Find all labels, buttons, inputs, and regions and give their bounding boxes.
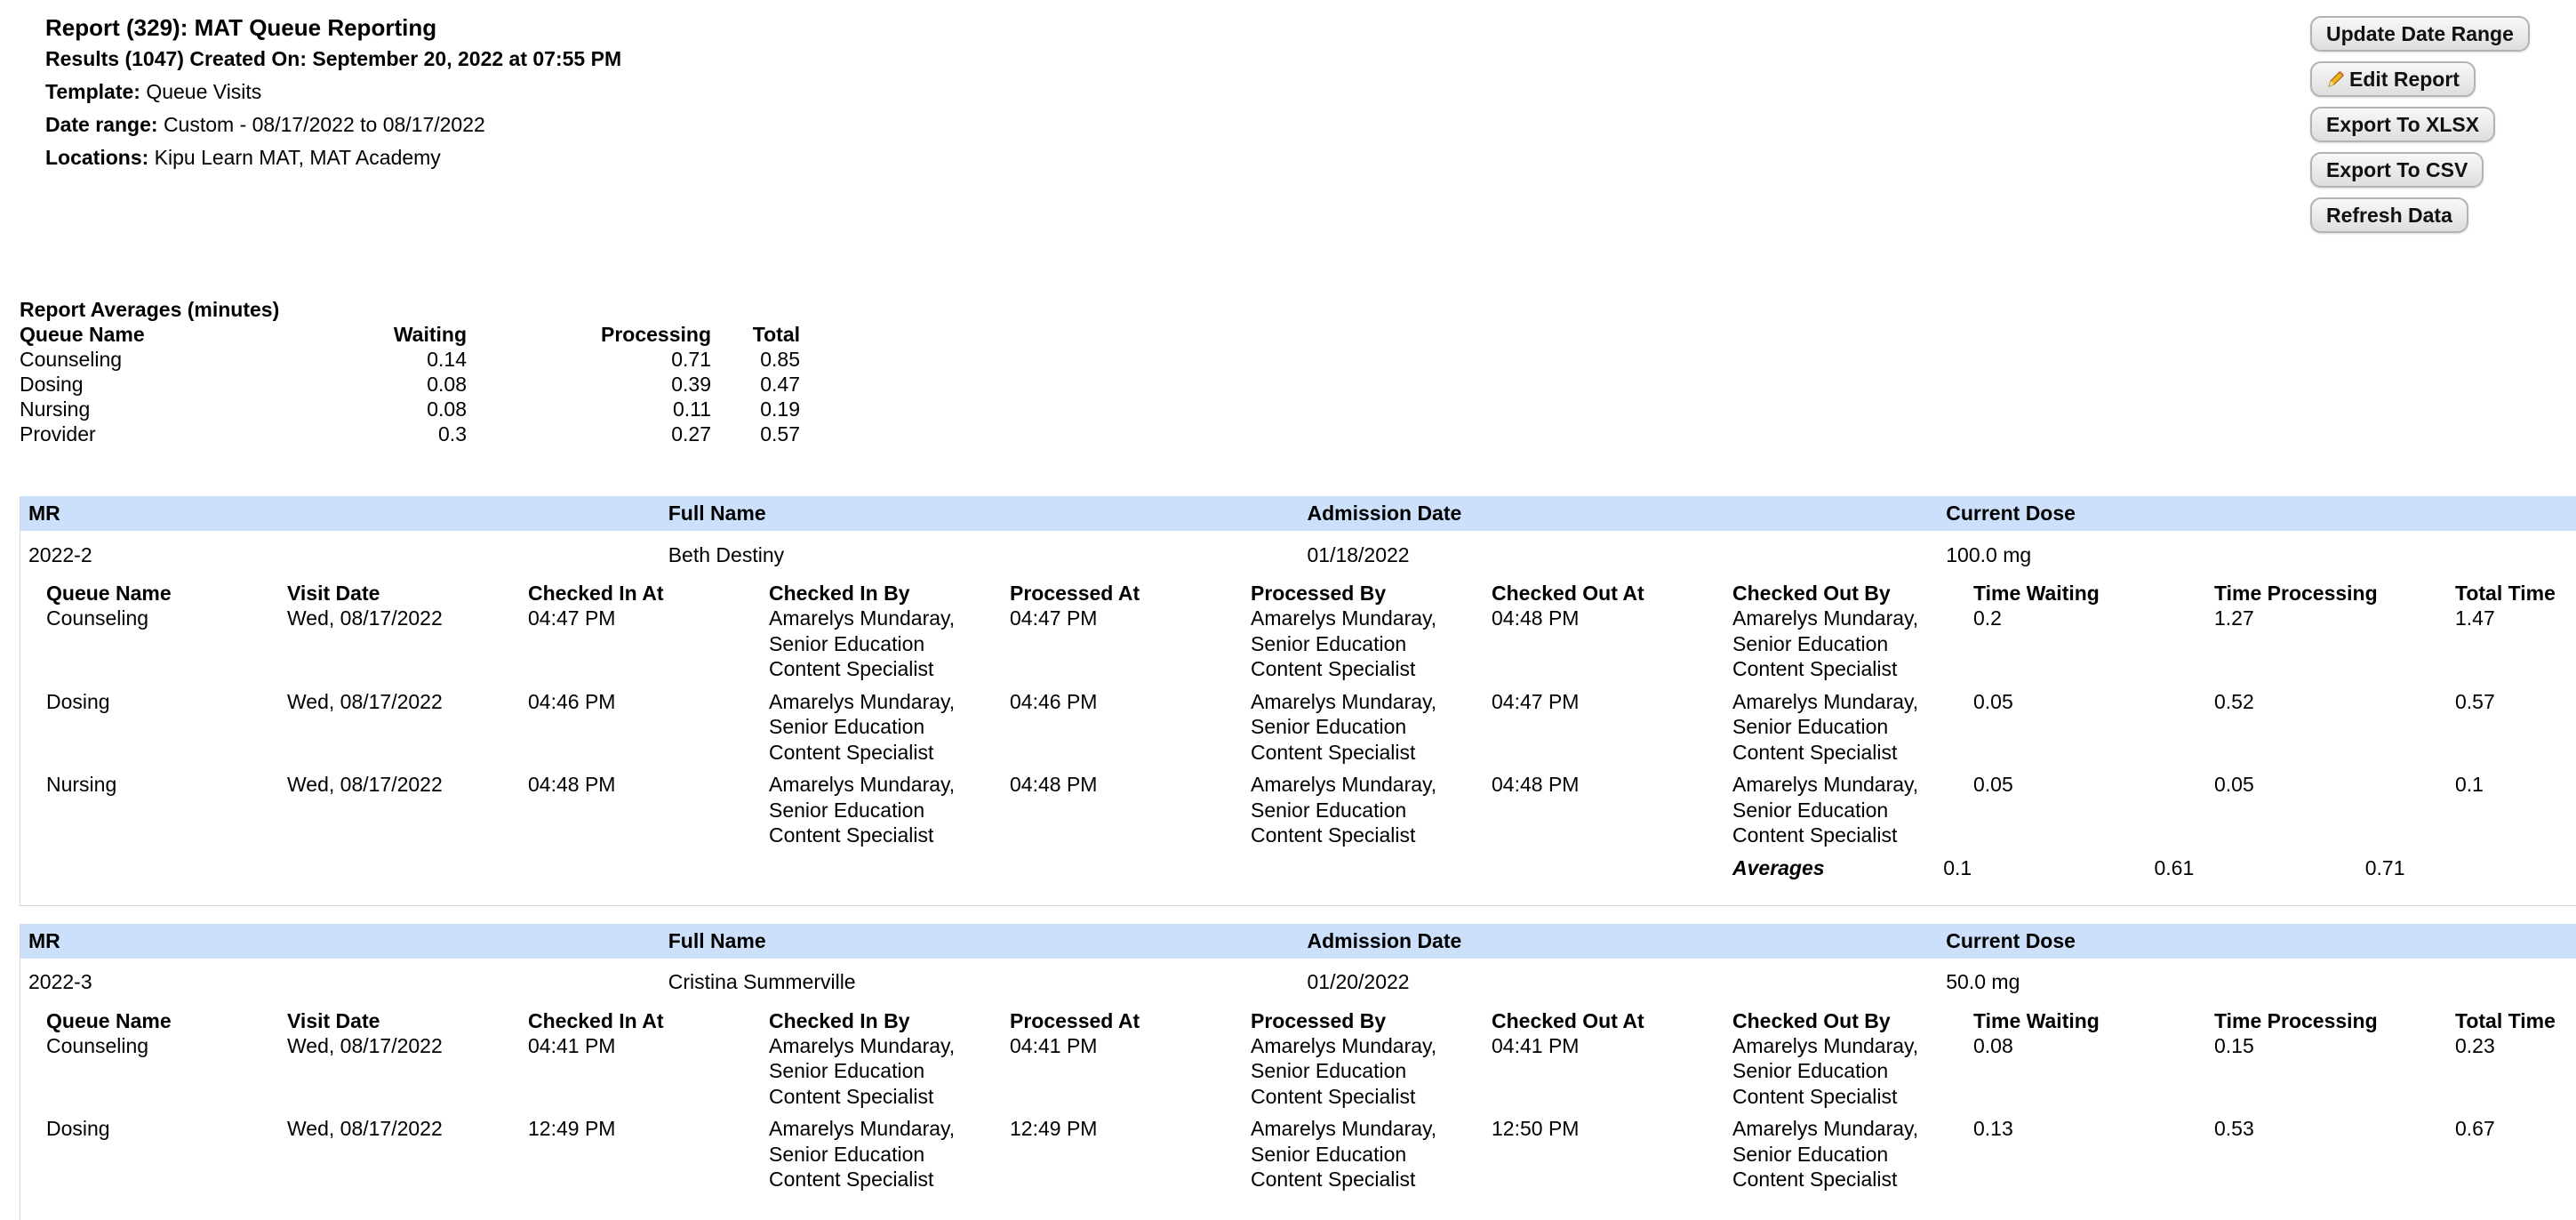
patient-values-row (20, 959, 2576, 1007)
visit-visit-date: Wed, 08/17/2022 (287, 773, 443, 796)
visit-processed-by-line: Senior Education (1251, 631, 1407, 655)
visit-visit-date: Wed, 08/17/2022 (287, 1033, 443, 1057)
visit-processed-at: 04:48 PM (1010, 773, 1098, 796)
date-range-label: Date range: (45, 113, 158, 136)
patient-section (20, 924, 2576, 1220)
date-range-value: Custom - 08/17/2022 to 08/17/2022 (163, 113, 485, 136)
visit-header-checked-in-by: Checked In By (769, 1008, 910, 1032)
visit-queue-name: Nursing (46, 773, 117, 796)
visit-queue-name: Counseling (46, 606, 149, 630)
visit-checked-in-by-line: Content Specialist (769, 740, 934, 764)
visit-processed-by-line: Senior Education (1251, 1142, 1407, 1166)
visit-checked-in-by-line: Content Specialist (769, 657, 934, 680)
visits-header-row (46, 581, 2576, 606)
visit-time-processing: 0.15 (2214, 1033, 2254, 1057)
visit-processed-by-line: Amarelys Mundaray, (1251, 1117, 1437, 1140)
visit-checked-out-by-line: Amarelys Mundaray, (1732, 773, 1919, 796)
edit-report-label: Edit Report (2349, 67, 2460, 91)
visit-checked-out-by-line: Content Specialist (1732, 740, 1898, 764)
averages-queue-name: Provider (20, 422, 96, 445)
visit-checked-in-by-line: Amarelys Mundaray, (769, 689, 956, 713)
template-value: Queue Visits (146, 80, 262, 103)
visit-header-processed-at: Processed At (1010, 1008, 1140, 1032)
visit-processed-at: 04:46 PM (1010, 689, 1098, 713)
visit-checked-in-by-line: Amarelys Mundaray, (769, 773, 956, 796)
patient-mr: 2022-2 (28, 542, 92, 566)
visit-checked-out-at: 12:50 PM (1492, 1117, 1580, 1140)
visits-table (20, 1008, 2576, 1220)
averages-row (20, 347, 800, 372)
visit-processed-by (1251, 1116, 1492, 1192)
visit-time-processing: 0.05 (2214, 773, 2254, 796)
averages-processing: 0.27 (671, 422, 711, 445)
patient-current-dose: 50.0 mg (1946, 970, 2020, 993)
visit-header-time-waiting: Time Waiting (1973, 582, 2100, 605)
export-csv-button[interactable]: Export To CSV (2310, 152, 2484, 188)
visit-processed-at: 04:41 PM (1010, 1033, 1098, 1057)
patient-header-admission-date: Admission Date (1307, 502, 1462, 525)
visits-header-row (46, 1008, 2576, 1033)
report-averages (20, 297, 800, 446)
locations-line (45, 141, 621, 174)
patient-header-row (20, 496, 2576, 531)
visit-checked-out-at: 04:47 PM (1492, 689, 1580, 713)
patient-header-admission-date: Admission Date (1307, 928, 1462, 952)
visit-checked-in-at: 04:48 PM (528, 773, 616, 796)
visit-checked-out-by (1732, 606, 1973, 682)
visit-checked-in-by-line: Senior Education (769, 798, 925, 822)
visit-time-waiting: 0.08 (1973, 1033, 2013, 1057)
visit-checked-out-by-line: Content Specialist (1732, 1084, 1898, 1108)
visit-time-processing: 0.53 (2214, 1117, 2254, 1140)
results-summary: Results (1047) Created On: September 20, 2022 at 07:55 PM (45, 47, 622, 70)
averages-total: 0.19 (760, 397, 800, 421)
visit-header-queue-name: Queue Name (46, 1008, 172, 1032)
averages-row (20, 372, 800, 397)
visit-time-processing: 1.27 (2214, 606, 2254, 630)
averages-processing: 0.39 (671, 373, 711, 396)
visit-row (46, 1033, 2576, 1110)
averages-row (20, 421, 800, 446)
visit-averages-row (46, 855, 2576, 880)
visit-checked-in-by (769, 772, 1010, 848)
averages-header-row (20, 322, 800, 347)
visit-checked-in-by-line: Amarelys Mundaray, (769, 606, 956, 630)
visit-checked-in-at: 12:49 PM (528, 1117, 616, 1140)
visits-table (20, 581, 2576, 905)
visit-checked-out-by (1732, 1033, 1973, 1110)
visit-checked-in-by-line: Senior Education (769, 715, 925, 738)
visit-total-time: 0.57 (2455, 689, 2495, 713)
visit-processed-by-line: Content Specialist (1251, 657, 1416, 680)
report-header (45, 12, 621, 174)
visit-processed-by-line: Senior Education (1251, 798, 1407, 822)
visit-checked-out-by-line: Content Specialist (1732, 823, 1898, 847)
visit-total-time: 1.47 (2455, 606, 2495, 630)
visit-queue-name: Dosing (46, 1117, 110, 1140)
visit-processed-by (1251, 606, 1492, 682)
averages-processing: 0.11 (672, 397, 711, 421)
visit-time-waiting: 0.13 (1973, 1117, 2013, 1140)
pencil-icon (2326, 69, 2346, 89)
visit-checked-out-by-line: Senior Education (1732, 631, 1889, 655)
patient-header-row (20, 924, 2576, 959)
visit-checked-out-by (1732, 689, 1973, 766)
template-label: Template: (45, 80, 140, 103)
locations-label: Locations: (45, 146, 149, 169)
averages-waiting: 0.08 (427, 397, 467, 421)
visit-header-processed-by: Processed By (1251, 582, 1387, 605)
date-range-line (45, 108, 621, 141)
visit-checked-in-by-line: Content Specialist (769, 1168, 934, 1191)
visit-row (46, 772, 2576, 848)
visit-header-processed-by: Processed By (1251, 1008, 1387, 1032)
visit-averages-label: Averages (1732, 855, 1825, 879)
patient-admission-date: 01/20/2022 (1307, 970, 1410, 993)
visit-averages-processing: 0.61 (2154, 855, 2195, 879)
page-title: Report (329): MAT Queue Reporting (45, 14, 437, 41)
visit-time-waiting: 0.2 (1973, 606, 2002, 630)
averages-waiting: 0.3 (438, 422, 467, 445)
visit-processed-at: 04:47 PM (1010, 606, 1098, 630)
visit-processed-by-line: Content Specialist (1251, 1084, 1416, 1108)
visit-processed-by-line: Amarelys Mundaray, (1251, 606, 1437, 630)
visit-processed-by-line: Amarelys Mundaray, (1251, 773, 1437, 796)
visit-averages-waiting: 0.1 (1943, 855, 1972, 879)
visit-checked-out-by-line: Senior Education (1732, 1059, 1889, 1082)
visit-checked-out-by-line: Content Specialist (1732, 1168, 1898, 1191)
visit-checked-in-by-line: Senior Education (769, 1142, 925, 1166)
averages-total: 0.47 (760, 373, 800, 396)
visit-processed-by-line: Amarelys Mundaray, (1251, 1033, 1437, 1057)
visit-checked-out-at: 04:48 PM (1492, 773, 1580, 796)
visit-header-checked-out-at: Checked Out At (1492, 1008, 1644, 1032)
patient-current-dose: 100.0 mg (1946, 542, 2032, 566)
visit-total-time: 0.1 (2455, 773, 2484, 796)
visit-processed-by-line: Content Specialist (1251, 823, 1416, 847)
visit-checked-out-by-line: Amarelys Mundaray, (1732, 689, 1919, 713)
visit-queue-name: Counseling (46, 1033, 149, 1057)
patient-header-full-name: Full Name (668, 502, 766, 525)
averages-row (20, 397, 800, 421)
visit-checked-in-by (769, 1033, 1010, 1110)
patient-admission-date: 01/18/2022 (1307, 542, 1410, 566)
visit-checked-in-by (769, 689, 1010, 766)
visit-checked-in-by-line: Senior Education (769, 631, 925, 655)
visit-processed-by (1251, 689, 1492, 766)
visit-processed-at: 12:49 PM (1010, 1117, 1098, 1140)
edit-report-button[interactable] (2310, 61, 2476, 97)
visit-processed-by (1251, 1033, 1492, 1110)
template-line (45, 76, 621, 108)
visit-header-queue-name: Queue Name (46, 582, 172, 605)
visit-processed-by-line: Senior Education (1251, 1059, 1407, 1082)
visit-row (46, 606, 2576, 682)
visit-checked-in-at: 04:41 PM (528, 1033, 616, 1057)
averages-processing: 0.71 (671, 348, 711, 371)
visit-visit-date: Wed, 08/17/2022 (287, 606, 443, 630)
visit-time-processing: 0.52 (2214, 689, 2254, 713)
visit-header-time-processing: Time Processing (2214, 582, 2378, 605)
patient-full-name: Beth Destiny (668, 542, 785, 566)
visit-visit-date: Wed, 08/17/2022 (287, 1117, 443, 1140)
averages-waiting: 0.08 (427, 373, 467, 396)
visit-header-checked-in-at: Checked In At (528, 1008, 664, 1032)
visit-queue-name: Dosing (46, 689, 110, 713)
visit-row (46, 1116, 2576, 1192)
visit-total-time: 0.23 (2455, 1033, 2495, 1057)
visit-checked-in-by-line: Amarelys Mundaray, (769, 1117, 956, 1140)
visit-total-time: 0.67 (2455, 1117, 2495, 1140)
patient-header-current-dose: Current Dose (1946, 928, 2076, 952)
visit-time-waiting: 0.05 (1973, 689, 2013, 713)
visit-visit-date: Wed, 08/17/2022 (287, 689, 443, 713)
visit-checked-out-by (1732, 772, 1973, 848)
visit-checked-in-by-line: Content Specialist (769, 823, 934, 847)
refresh-data-button[interactable]: Refresh Data (2310, 197, 2468, 233)
visit-header-time-waiting: Time Waiting (1973, 1008, 2100, 1032)
averages-header-queue: Queue Name (20, 323, 145, 346)
averages-queue-name: Nursing (20, 397, 91, 421)
visit-header-checked-in-at: Checked In At (528, 582, 664, 605)
visit-checked-out-by-line: Senior Education (1732, 1142, 1889, 1166)
averages-caption: Report Averages (minutes) (20, 298, 280, 321)
visit-checked-in-by (769, 606, 1010, 682)
visit-checked-out-at: 04:48 PM (1492, 606, 1580, 630)
visit-checked-out-by-line: Senior Education (1732, 798, 1889, 822)
export-xlsx-button[interactable]: Export To XLSX (2310, 107, 2495, 142)
update-date-range-button[interactable]: Update Date Range (2310, 16, 2530, 52)
visit-checked-out-by (1732, 1116, 1973, 1192)
patient-header-mr: MR (28, 928, 60, 952)
visit-checked-in-by-line: Senior Education (769, 1059, 925, 1082)
locations-value: Kipu Learn MAT, MAT Academy (154, 146, 441, 169)
visit-checked-in-by-line: Content Specialist (769, 1084, 934, 1108)
visit-header-visit-date: Visit Date (287, 582, 380, 605)
averages-queue-name: Dosing (20, 373, 84, 396)
patient-section (20, 496, 2576, 906)
visit-processed-by-line: Senior Education (1251, 715, 1407, 738)
visit-time-waiting: 0.05 (1973, 773, 2013, 796)
averages-total: 0.85 (760, 348, 800, 371)
visit-header-time-processing: Time Processing (2214, 1008, 2378, 1032)
patient-full-name: Cristina Summerville (668, 970, 856, 993)
report-actions (2310, 16, 2530, 243)
averages-header-processing: Processing (601, 323, 711, 346)
visit-checked-out-by-line: Amarelys Mundaray, (1732, 606, 1919, 630)
patient-header-mr: MR (28, 502, 60, 525)
visit-header-checked-out-by: Checked Out By (1732, 582, 1891, 605)
visit-header-visit-date: Visit Date (287, 1008, 380, 1032)
visit-processed-by (1251, 772, 1492, 848)
visit-processed-by-line: Content Specialist (1251, 740, 1416, 764)
visit-header-processed-at: Processed At (1010, 582, 1140, 605)
visit-checked-out-by-line: Content Specialist (1732, 657, 1898, 680)
visit-checked-in-at: 04:47 PM (528, 606, 616, 630)
averages-header-waiting: Waiting (393, 323, 467, 346)
visit-header-total-time: Total Time (2455, 582, 2556, 605)
visit-checked-in-by (769, 1116, 1010, 1192)
visit-header-checked-in-by: Checked In By (769, 582, 910, 605)
averages-total: 0.57 (760, 422, 800, 445)
averages-waiting: 0.14 (427, 348, 467, 371)
averages-header-total: Total (752, 323, 800, 346)
visit-header-total-time: Total Time (2455, 1008, 2556, 1032)
visit-checked-out-by-line: Amarelys Mundaray, (1732, 1033, 1919, 1057)
patient-list (20, 496, 2576, 1220)
visit-header-checked-out-at: Checked Out At (1492, 582, 1644, 605)
patient-header-current-dose: Current Dose (1946, 502, 2076, 525)
visit-header-checked-out-by: Checked Out By (1732, 1008, 1891, 1032)
visit-checked-out-by-line: Senior Education (1732, 715, 1889, 738)
visit-checked-in-by-line: Amarelys Mundaray, (769, 1033, 956, 1057)
visit-averages-total: 0.71 (2364, 855, 2405, 879)
visit-checked-in-at: 04:46 PM (528, 689, 616, 713)
visit-processed-by-line: Amarelys Mundaray, (1251, 689, 1437, 713)
visit-row (46, 689, 2576, 766)
averages-queue-name: Counseling (20, 348, 123, 371)
visit-processed-by-line: Content Specialist (1251, 1168, 1416, 1191)
patient-mr: 2022-3 (28, 970, 92, 993)
patient-header-full-name: Full Name (668, 928, 766, 952)
visit-checked-out-by-line: Amarelys Mundaray, (1732, 1117, 1919, 1140)
visit-checked-out-at: 04:41 PM (1492, 1033, 1580, 1057)
patient-values-row (20, 531, 2576, 579)
